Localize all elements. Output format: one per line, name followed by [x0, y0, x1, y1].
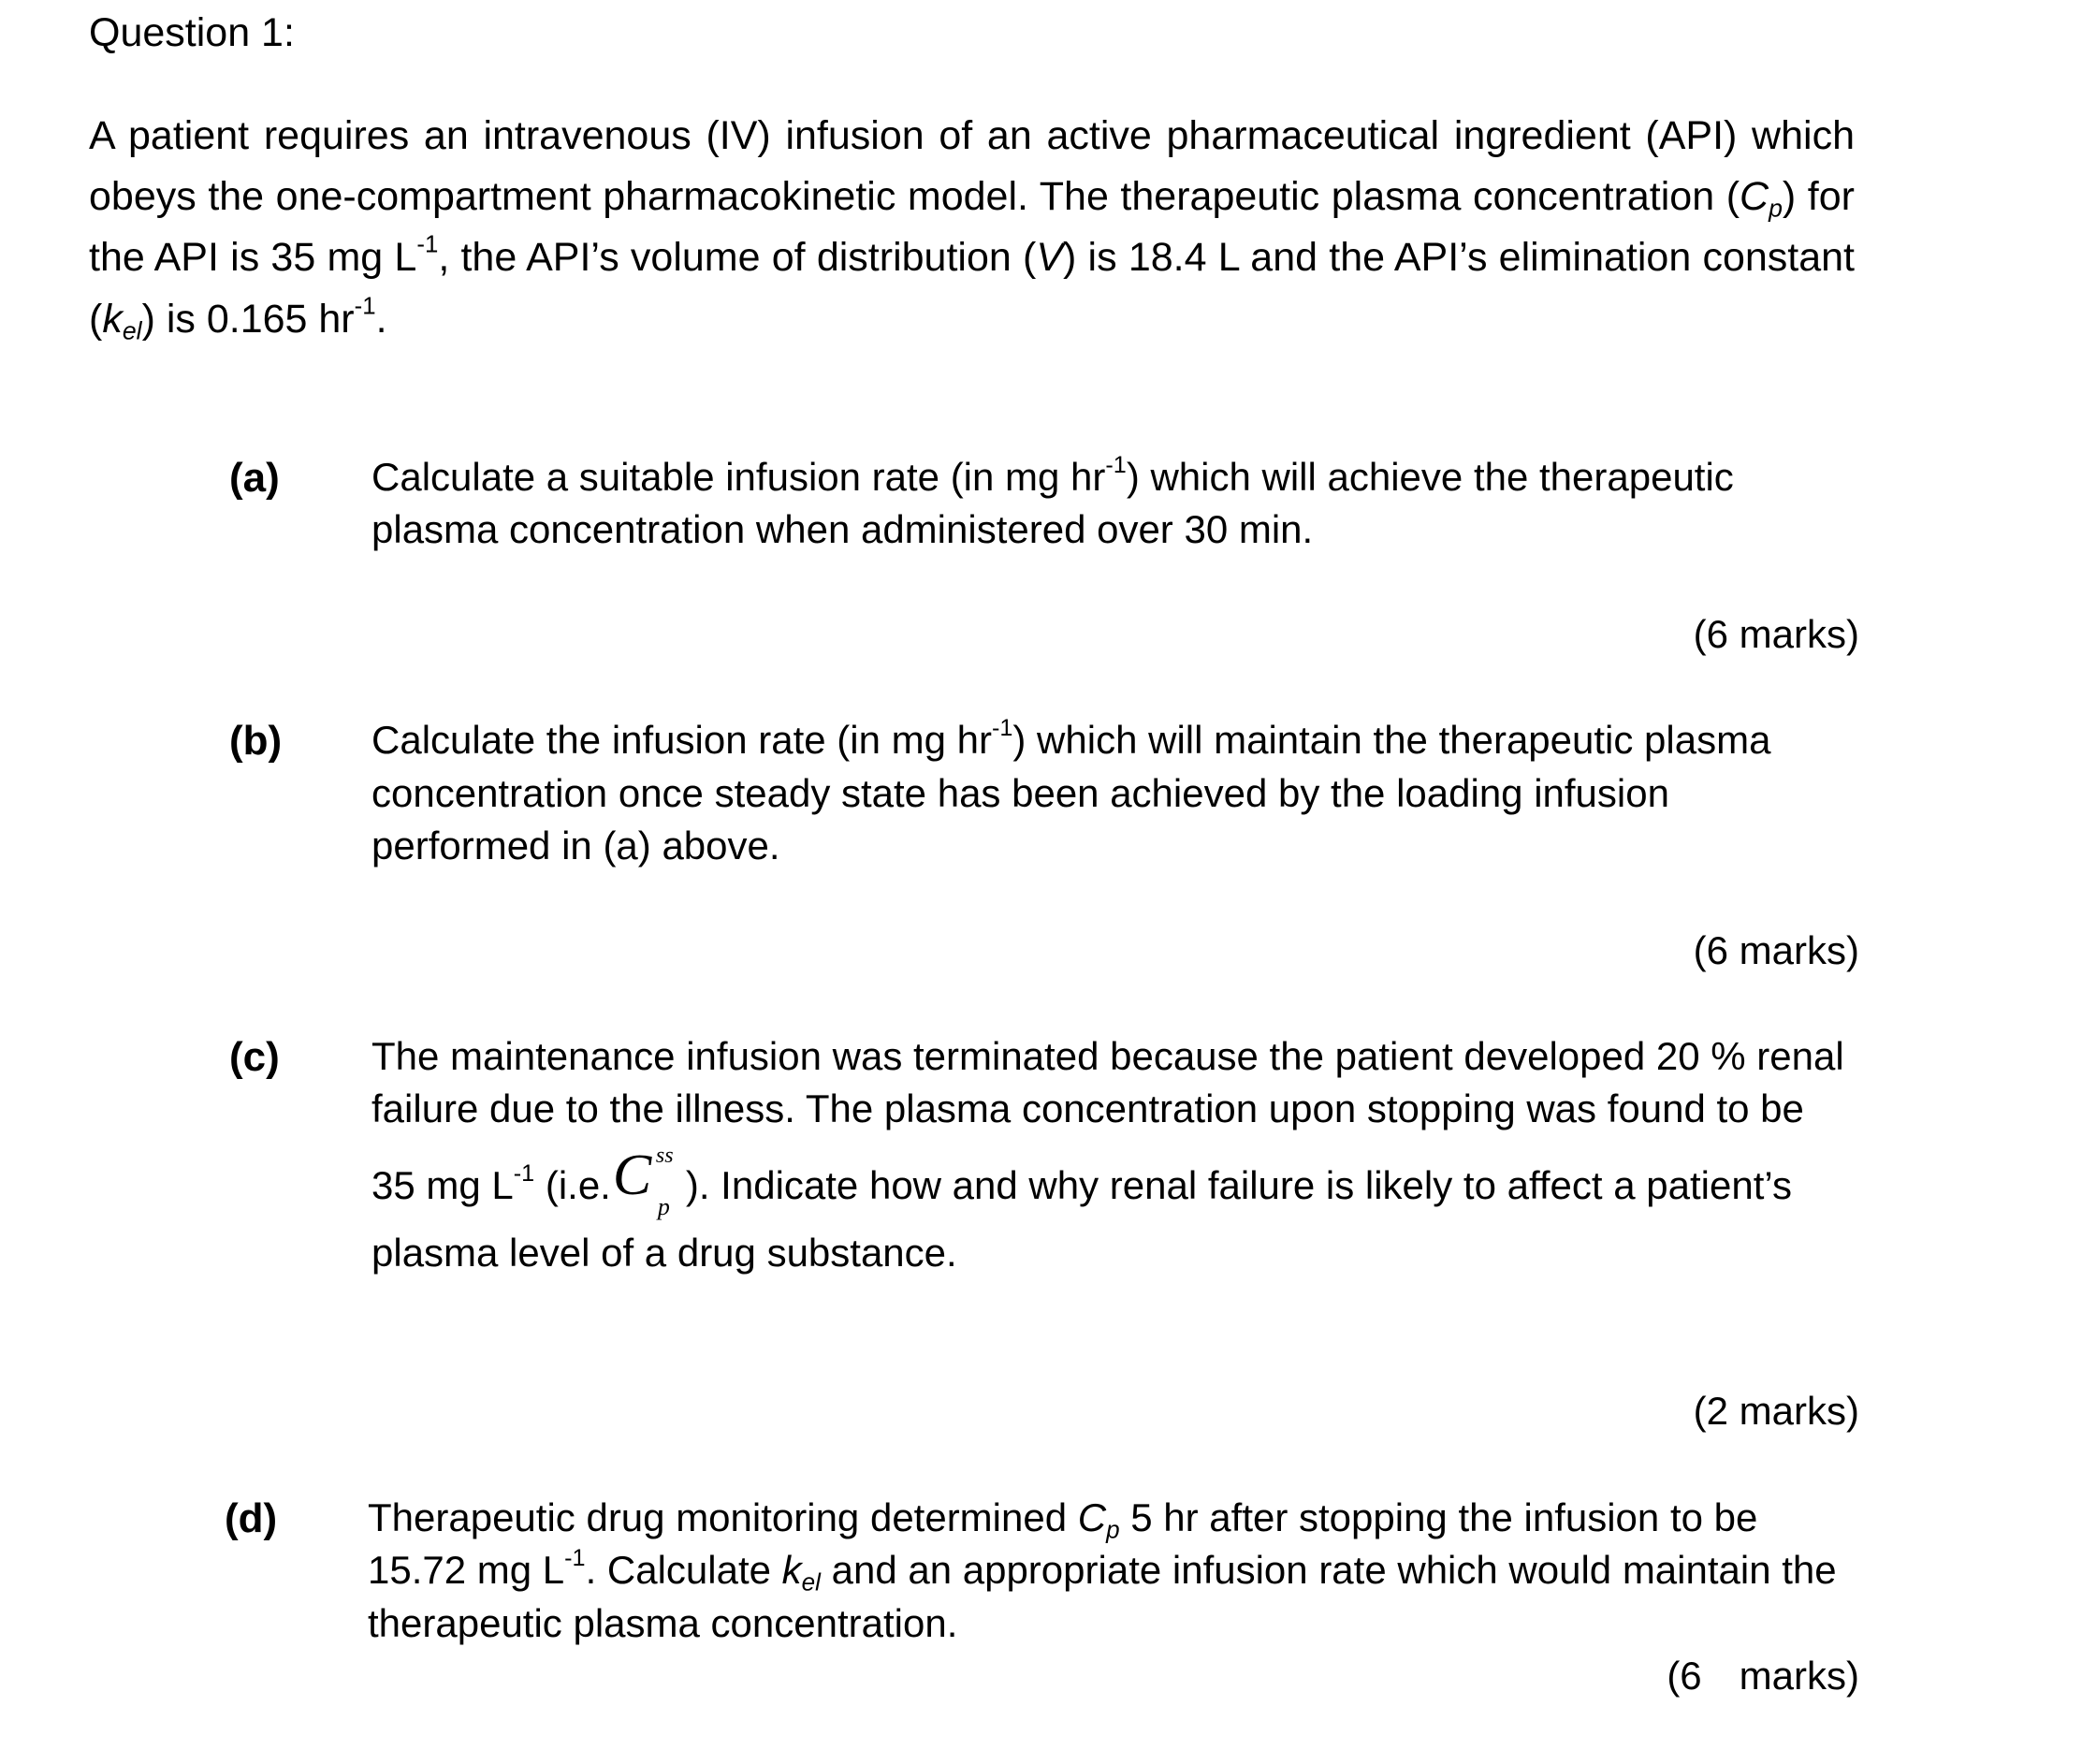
part-a-line-2: plasma concentration when administered over 30 min.: [371, 507, 1314, 551]
part-d-line-3: therapeutic plasma concentration.: [368, 1601, 958, 1645]
part-b-line-2: concentration once steady state has been achieved by the loading infusion: [371, 771, 1669, 815]
part-c-line-3: 35 mg $L^{-1}$ (i.e. C ss p ). Indicate how and why renal failure is likely to affect a patient’s: [371, 1144, 1792, 1220]
part-d-label: (d): [225, 1495, 278, 1541]
question-stem-line-4: $(k_{el})$ is 0.165 $hr^{-1}$.: [89, 293, 387, 345]
part-b-line-1: Calculate the infusion rate (in mg $hr^{-1}$) which will maintain the therapeutic plasma: [371, 715, 1771, 762]
part-c-line-4: plasma level of a drug substance.: [371, 1231, 957, 1275]
part-b-label: (b): [229, 718, 283, 764]
part-b-marks: (6 marks): [1693, 928, 1859, 972]
question-heading: Question 1:: [89, 10, 295, 55]
steady-state-concentration-symbol: C ss p: [612, 1144, 674, 1220]
part-c-marks: (2 marks): [1693, 1389, 1859, 1433]
part-d-line-2: 15.72 mg $L^{-1}$. Calculate $k_{el}$ and an appropriate infusion rate which would maintain the: [368, 1545, 1837, 1596]
question-stem-line-2: obeys the one-compartment pharmacokinetic model. The therapeutic plasma concentration $(C_p)$ for: [89, 174, 1855, 223]
part-d-line-1: Therapeutic drug monitoring determined $C_p$ 5 hr after stopping the infusion to be: [368, 1495, 1758, 1544]
part-a-line-1: Calculate a suitable infusion rate (in mg $hr^{-1}$) which will achieve the therapeutic: [371, 452, 1734, 499]
part-d-marks: (6 marks): [1667, 1654, 1859, 1698]
part-a-marks: (6 marks): [1693, 612, 1859, 656]
part-b-line-3: performed in (a) above.: [371, 824, 780, 867]
part-c-line-1: The maintenance infusion was terminated because the patient developed 20 % renal: [371, 1034, 1844, 1078]
part-c-line-2: failure due to the illness. The plasma concentration upon stopping was found to be: [371, 1086, 1804, 1130]
question-stem-line-1: A patient requires an intravenous (IV) infusion of an active pharmaceutical ingredient (API) which: [89, 113, 1855, 158]
part-c-label: (c): [229, 1034, 280, 1080]
part-a-label: (a): [229, 455, 280, 501]
question-stem-line-3: the API is 35 mg $L^{-1}$, the API’s volume of distribution (V) is 18.4 L and the API’s elimination constant: [89, 231, 1856, 280]
